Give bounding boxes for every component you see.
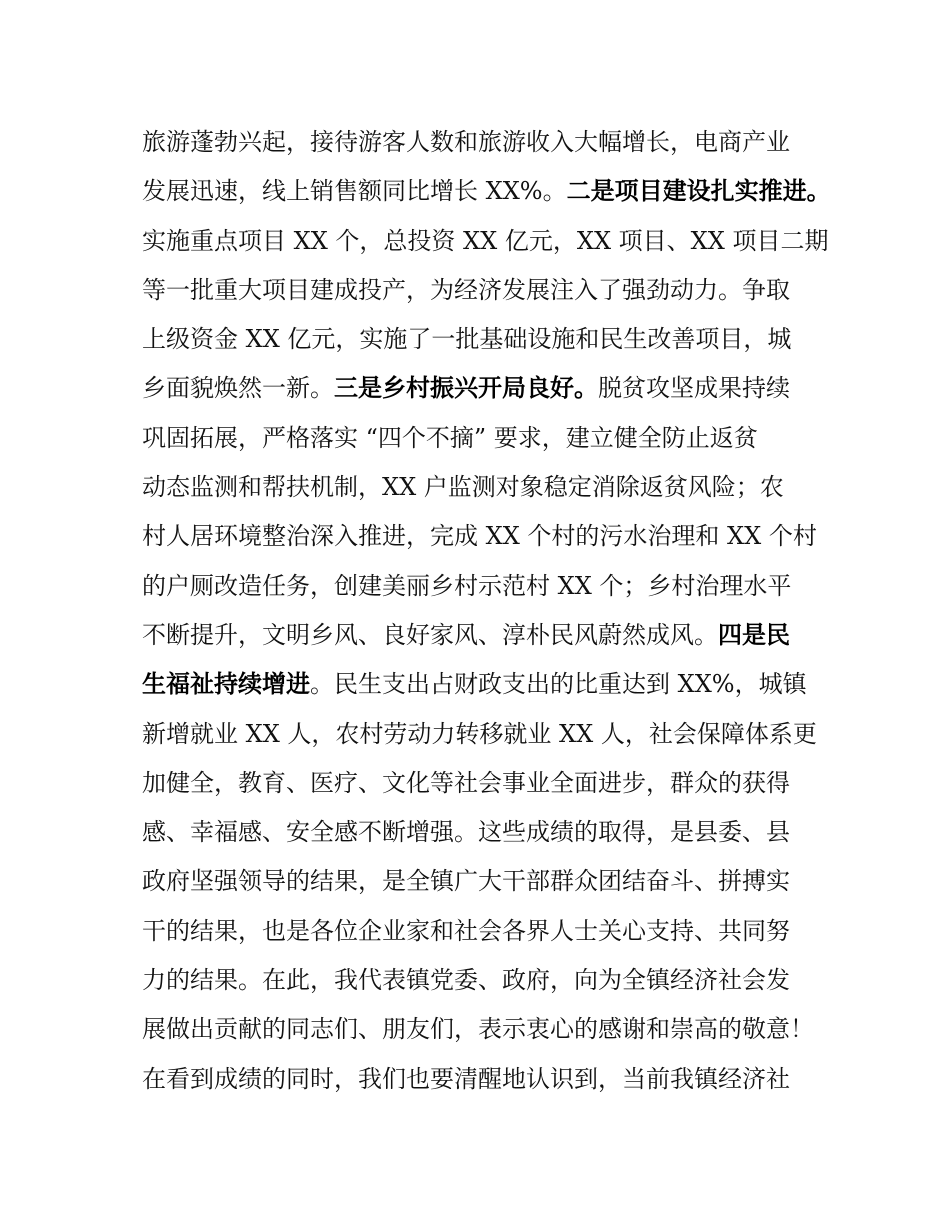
bold-heading-run: 三是乡村振兴开局良好。 bbox=[334, 374, 598, 403]
text-line bbox=[142, 1005, 842, 1054]
text-line bbox=[142, 1055, 842, 1104]
body-paragraph bbox=[142, 118, 842, 1104]
text-run: 发展迅速，线上销售额同比增长 XX%。 bbox=[142, 177, 567, 206]
text-run: 上级资金 XX 亿元，实施了一批基础设施和民生改善项目，城 bbox=[142, 325, 792, 354]
text-run: 等一批重大项目建成投产，为经济发展注入了强劲动力。争取 bbox=[142, 275, 790, 304]
text-run: 干的结果，也是各位企业家和社会各界人士关心支持、共同努 bbox=[142, 916, 790, 945]
text-run: 乡面貌焕然一新。 bbox=[142, 374, 334, 403]
text-run: 加健全，教育、医疗、文化等社会事业全面进步，群众的获得 bbox=[142, 768, 790, 797]
text-run: 旅游蓬勃兴起，接待游客人数和旅游收入大幅增长，电商产业 bbox=[142, 128, 790, 156]
text-line bbox=[142, 217, 842, 266]
text-run: 不断提升，文明乡风、良好家风、淳朴民风蔚然成风。 bbox=[142, 620, 718, 649]
text-run: 新增就业 XX 人，农村劳动力转移就业 XX 人，社会保障体系更 bbox=[142, 719, 817, 748]
text-line bbox=[142, 266, 842, 315]
text-line bbox=[142, 907, 842, 956]
text-line bbox=[142, 512, 842, 561]
text-line bbox=[142, 611, 842, 660]
bold-heading-run: 二是项目建设扎实推进。 bbox=[566, 177, 831, 206]
text-run: 力的结果。在此，我代表镇党委、政府，向为全镇经济社会发 bbox=[142, 966, 790, 995]
bold-heading-run: 生福祉持续增进 bbox=[142, 670, 310, 699]
text-run: 在看到成绩的同时，我们也要清醒地认识到，当前我镇经济社 bbox=[142, 1064, 790, 1093]
text-line bbox=[142, 710, 842, 759]
text-run: 的户厕改造任务，创建美丽乡村示范村 XX 个；乡村治理水平 bbox=[142, 571, 792, 600]
text-line bbox=[142, 808, 842, 857]
text-run: 政府坚强领导的结果，是全镇广大干部群众团结奋斗、拼搏实 bbox=[142, 867, 790, 896]
text-line bbox=[142, 759, 842, 808]
text-run: 展做出贡献的同志们、朋友们，表示衷心的感谢和崇高的敬意！ bbox=[142, 1015, 814, 1044]
text-line bbox=[142, 118, 842, 167]
text-run: 实施重点项目 XX 个，总投资 XX 亿元，XX 项目、XX 项目二期 bbox=[142, 226, 829, 255]
text-line bbox=[142, 167, 842, 216]
text-line bbox=[142, 463, 842, 512]
text-line bbox=[142, 857, 842, 906]
text-run: 村人居环境整治深入推进，完成 XX 个村的污水治理和 XX 个村 bbox=[142, 522, 817, 551]
text-line bbox=[142, 562, 842, 611]
text-run: 巩固拓展，严格落实 “四个不摘” 要求，建立健全防止返贫 bbox=[142, 423, 758, 452]
text-line bbox=[142, 956, 842, 1005]
text-run: 。民生支出占财政支出的比重达到 XX%，城镇 bbox=[310, 670, 807, 699]
text-line bbox=[142, 315, 842, 364]
text-line bbox=[142, 660, 842, 709]
text-run: 动态监测和帮扶机制，XX 户监测对象稳定消除返贫风险；农 bbox=[142, 473, 784, 502]
text-line bbox=[142, 414, 842, 463]
text-run: 感、幸福感、安全感不断增强。这些成绩的取得，是县委、县 bbox=[142, 818, 790, 847]
bold-heading-run: 四是民 bbox=[718, 620, 790, 649]
text-line bbox=[142, 364, 842, 413]
text-run: 脱贫攻坚成果持续 bbox=[598, 374, 790, 403]
